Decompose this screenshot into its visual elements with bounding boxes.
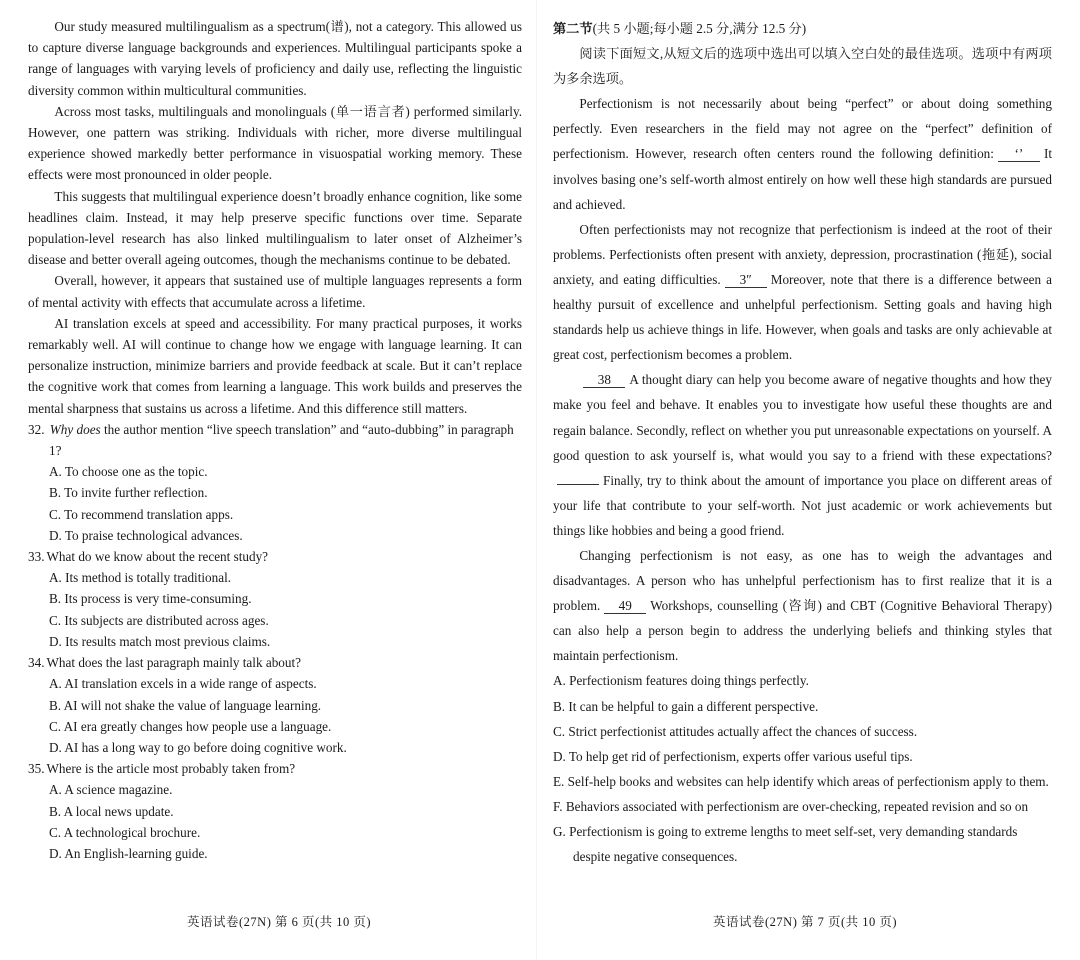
paragraph-text: Moreover, note that there is a difference between a healthy pursuit of excellence and unhelpful perfectionism. Setting goals and having high standards help us achieve things in life. However, when goals and tasks are only achievable at great cost, perfectionism becomes a problem.: [553, 271, 1052, 363]
question-number: 35.: [28, 761, 45, 777]
section-heading: [553, 16, 1052, 41]
answer-blank-40: 49: [604, 598, 646, 614]
answer-option: C. A technological brochure.: [49, 824, 201, 840]
choice-option: A. Perfectionism features doing things perfectly.: [553, 673, 809, 689]
choice-option: C. Strict perfectionist attitudes actually affect the chances of success.: [553, 723, 918, 739]
question-stem-text: What do we know about the recent study?: [46, 549, 269, 565]
choice-option: D. To help get rid of perfectionism, experts offer various useful tips.: [553, 748, 913, 764]
passage-paragraph: [553, 367, 1052, 543]
paragraph-text: Often perfectionists may not recognize that perfectionism is indeed at the root of their problems. Perfectionists often present with anxiety, depression, procrastination (拖延), social anxiety, and eating difficulties.: [553, 221, 1052, 287]
right-page: [553, 16, 1052, 916]
answer-option: A. A science magazine.: [49, 782, 173, 798]
paragraph-text: Workshops, counselling (咨询) and CBT (Cognitive Behavioral Therapy) can also help a person begin to address the underlying beliefs and thinking styles that maintain perfectionism.: [553, 598, 1052, 664]
paragraph-text: It involves basing one’s self-worth almost entirely on how well these high standards are pursued and achieved.: [553, 146, 1052, 212]
question-stem-text: What does the last paragraph mainly talk about?: [46, 655, 301, 671]
page-footer-right: 英语试卷(27N) 第 7 页(共 10 页): [713, 915, 898, 929]
question-33: [28, 546, 522, 652]
answer-option: A. Its method is totally traditional.: [49, 570, 232, 586]
paragraph-text: Changing perfectionism is not easy, as one has to weigh the advantages and disadvantages. A person who has unhelpful perfectionism has to first realize that it is a problem.: [553, 547, 1052, 614]
choice-option: F. Behaviors associated with perfectionism are over-checking, repeated revision and so on: [553, 798, 1029, 814]
question-stem-italic: Why does: [49, 421, 101, 437]
answer-blank-37: 3″: [725, 272, 767, 288]
passage-paragraph: This suggests that multilingual experience doesn’t broadly enhance cognition, like some headlines claim. Instead, it may help preserve specific functions over time. Separate population-level research has also linked multilingualism to later onset of Alzheimer’s disease and better overall ageing outcomes, though the mechanisms continue to be debated.: [28, 188, 522, 268]
left-page: [28, 16, 522, 916]
passage-paragraph: AI translation excels at speed and accessibility. For many practical purposes, it works remarkably well. AI will continue to change how we engage with language learning. It can personalize instruction, minimize barriers and provide feedback at scale. But it can’t replace the cognitive work that comes from learning a language. This work builds and preserves the mental sharpness that sustains us across a lifetime. And this difference still matters.: [28, 315, 522, 416]
answer-option: B. Its process is very time-consuming.: [49, 591, 252, 607]
question-stem-text: the author mention “live speech translation” and “auto-dubbing” in paragraph 1?: [49, 421, 514, 459]
question-stem-text: Where is the article most probably taken from?: [46, 761, 296, 777]
question-number: 32.: [28, 421, 45, 437]
answer-option: D. To praise technological advances.: [49, 527, 243, 543]
answer-blank-38: 38: [583, 372, 625, 388]
answer-option: C. AI era greatly changes how people use a language.: [49, 718, 332, 734]
answer-option: D. Its results match most previous claims.: [49, 633, 271, 649]
answer-option: A. To choose one as the topic.: [49, 464, 208, 480]
passage-paragraph: Across most tasks, multilinguals and monolinguals (单一语言者) performed similarly. However, one pattern was striking. Individuals with richer, more diverse multilingual experience showed markedly better performance in visuospatial working memory. These effects were most pronounced in older people.: [28, 103, 522, 183]
passage-paragraph: [553, 217, 1052, 368]
question-stem: [28, 758, 522, 779]
answer-option: C. To recommend translation apps.: [49, 506, 234, 522]
question-35: [28, 758, 522, 864]
choice-option: E. Self-help books and websites can help identify which areas of perfectionism apply to them.: [553, 773, 1049, 789]
answer-option: B. To invite further reflection.: [49, 485, 208, 501]
page-gutter: [536, 0, 537, 960]
reading-passage: [28, 16, 522, 419]
question-34: [28, 652, 522, 758]
page-footer-left: 英语试卷(27N) 第 6 页(共 10 页): [187, 915, 372, 929]
question-stem: [28, 652, 522, 673]
question-32: [28, 419, 522, 546]
choice-option: G. Perfectionism is going to extreme lengths to meet self-set, very demanding standards despite negative consequences.: [553, 824, 1018, 865]
section-score: (共 5 小题;每小题 2.5 分,满分 12.5 分): [592, 21, 807, 36]
passage-paragraph: [553, 91, 1052, 216]
paragraph-text: Finally, try to think about the amount of importance you place on different areas of your life that contribute to your self-worth. Not just academic or work achievements but things like hobbies and being a good friend.: [553, 472, 1052, 538]
choice-option: B. It can be helpful to gain a different perspective.: [553, 698, 819, 714]
section-instructions: 阅读下面短文,从短文后的选项中选出可以填入空白处的最佳选项。选项中有两项为多余选项。: [553, 46, 1052, 87]
option-list: [553, 668, 1052, 869]
answer-option: B. AI will not shake the value of language learning.: [49, 697, 322, 713]
answer-option: A. AI translation excels in a wide range of aspects.: [49, 676, 317, 692]
paragraph-text: A thought diary can help you become aware of negative thoughts and how they make you feel and behave. It enables you to investigate how useful these thoughts are and regain balance. Secondly, reflect on whether you put unreasonable expectations on yourself. A good question to ask yourself is, what would you say to a friend with these expectations?: [553, 372, 1052, 463]
passage-paragraph: Our study measured multilingualism as a spectrum(谱), not a category. This allowed us to capture diverse language backgrounds and experiences. Multilingual participants spoke a range of languages with varying levels of proficiency and daily use, reflecting the linguistic diversity common within multicultural communities.: [28, 19, 522, 98]
question-stem: [28, 419, 522, 461]
answer-blank-39: [557, 484, 599, 485]
passage-paragraph: [553, 543, 1052, 668]
question-stem: [28, 546, 522, 567]
passage-paragraph: Overall, however, it appears that sustained use of multiple languages represents a form of mental activity with effects that accumulate across a lifetime.: [28, 273, 522, 310]
answer-option: B. A local news update.: [49, 803, 174, 819]
answer-option: D. AI has a long way to go before doing cognitive work.: [49, 739, 347, 755]
question-number: 33.: [28, 549, 45, 565]
paragraph-text: Perfectionism is not necessarily about being “perfect” or about doing something perfectly. Even researchers in the field may not agree on the “perfect” definition of perfectionism. However, research often centers round the following definition:: [553, 96, 1052, 162]
question-number: 34.: [28, 655, 45, 671]
answer-option: D. An English-learning guide.: [49, 845, 208, 861]
answer-blank-36: ‘’: [998, 146, 1040, 162]
section-title: 第二节: [553, 21, 593, 36]
answer-option: C. Its subjects are distributed across ages.: [49, 612, 269, 628]
